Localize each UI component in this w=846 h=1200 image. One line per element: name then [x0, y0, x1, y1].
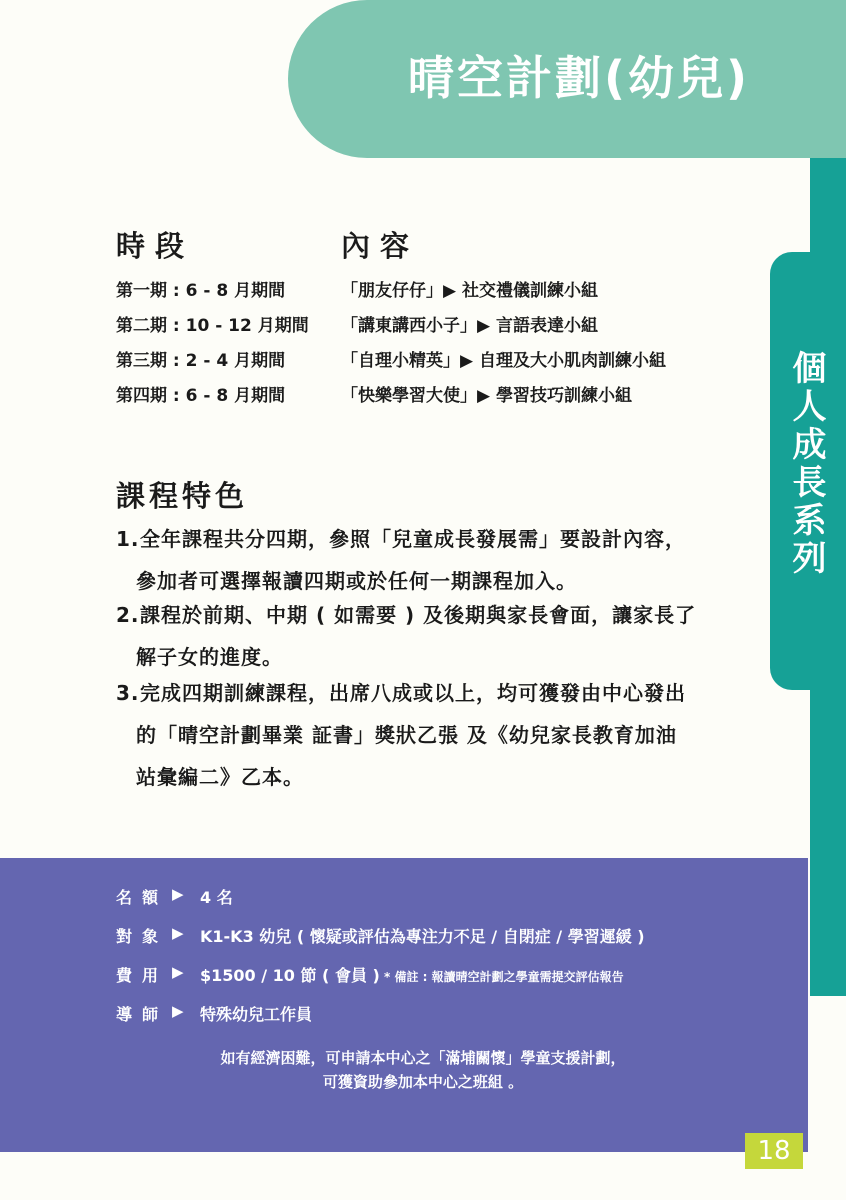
page-title: 晴空計劃(幼兒)	[408, 51, 751, 105]
feature-text: 課程於前期、中期 ( 如需要 ) 及後期與家長會面，讓家長了	[140, 603, 697, 627]
content-header: 內容	[341, 229, 420, 263]
feature-text: 完成四期訓練課程，出席八成或以上，均可獲發由中心發出	[140, 681, 686, 705]
period-header: 時段	[116, 229, 195, 263]
page-number: 18	[745, 1133, 803, 1169]
schedule-period: 第一期 : 6 - 8 月期間	[116, 281, 286, 301]
feature-text: 解子女的進度。	[136, 645, 283, 669]
feature-item	[116, 672, 756, 798]
footer-line: 可獲資助參加本中心之班組 。	[322, 1073, 524, 1091]
info-value: 特殊幼兒工作員	[200, 1005, 313, 1024]
feature-number: 2.	[116, 603, 140, 627]
info-value: $1500 / 10 節 ( 會員 ) * 備註 : 報讀晴空計劃之學童需提交評估報告	[200, 966, 624, 985]
feature-number: 3.	[116, 681, 140, 705]
feature-item	[116, 518, 756, 602]
arrow-right-icon: ▶	[172, 1002, 184, 1020]
feature-text: 參加者可選擇報讀四期或於任何一期課程加入。	[136, 569, 577, 593]
feature-text: 站彙編二》乙本。	[136, 765, 304, 789]
financial-aid-note	[0, 1046, 846, 1094]
schedule-period: 第二期 : 10 - 12 月期間	[116, 316, 309, 336]
schedule-period: 第三期 : 2 - 4 月期間	[116, 351, 286, 371]
schedule-content: 「快樂學習大使」▶ 學習技巧訓練小組	[341, 386, 632, 406]
arrow-right-icon: ▶	[172, 924, 184, 942]
side-tab-label: 個人成長系列	[786, 350, 826, 578]
info-label: 名額	[116, 888, 169, 907]
info-label: 導師	[116, 1005, 169, 1024]
arrow-right-icon: ▶	[172, 885, 184, 903]
feature-text: 全年課程共分四期，參照「兒童成長發展需」要設計內容，	[140, 527, 686, 551]
info-value: 4 名	[200, 888, 233, 907]
schedule-content: 「自理小精英」▶ 自理及大小肌肉訓練小組	[341, 351, 666, 371]
feature-item	[116, 594, 756, 678]
schedule-period: 第四期 : 6 - 8 月期間	[116, 386, 286, 406]
footer-line: 如有經濟困難，可申請本中心之「滿埔關懷」學童支援計劃，	[220, 1049, 626, 1067]
feature-number: 1.	[116, 527, 140, 551]
schedule-content: 「朋友仔仔」▶ 社交禮儀訓練小組	[341, 281, 598, 301]
arrow-right-icon: ▶	[172, 963, 184, 981]
features-title: 課程特色	[116, 479, 249, 513]
info-label: 對象	[116, 927, 169, 946]
schedule-content: 「講東講西小子」▶ 言語表達小組	[341, 316, 598, 336]
feature-text: 的「晴空計劃畢業 証書」獎狀乙張 及《幼兒家長教育加油	[136, 723, 677, 747]
fee-note: * 備註 : 報讀晴空計劃之學童需提交評估報告	[379, 970, 624, 984]
info-label: 費用	[116, 966, 169, 985]
info-value: K1-K3 幼兒 ( 懷疑或評估為專注力不足 / 自閉症 / 學習遲緩 )	[200, 927, 645, 946]
